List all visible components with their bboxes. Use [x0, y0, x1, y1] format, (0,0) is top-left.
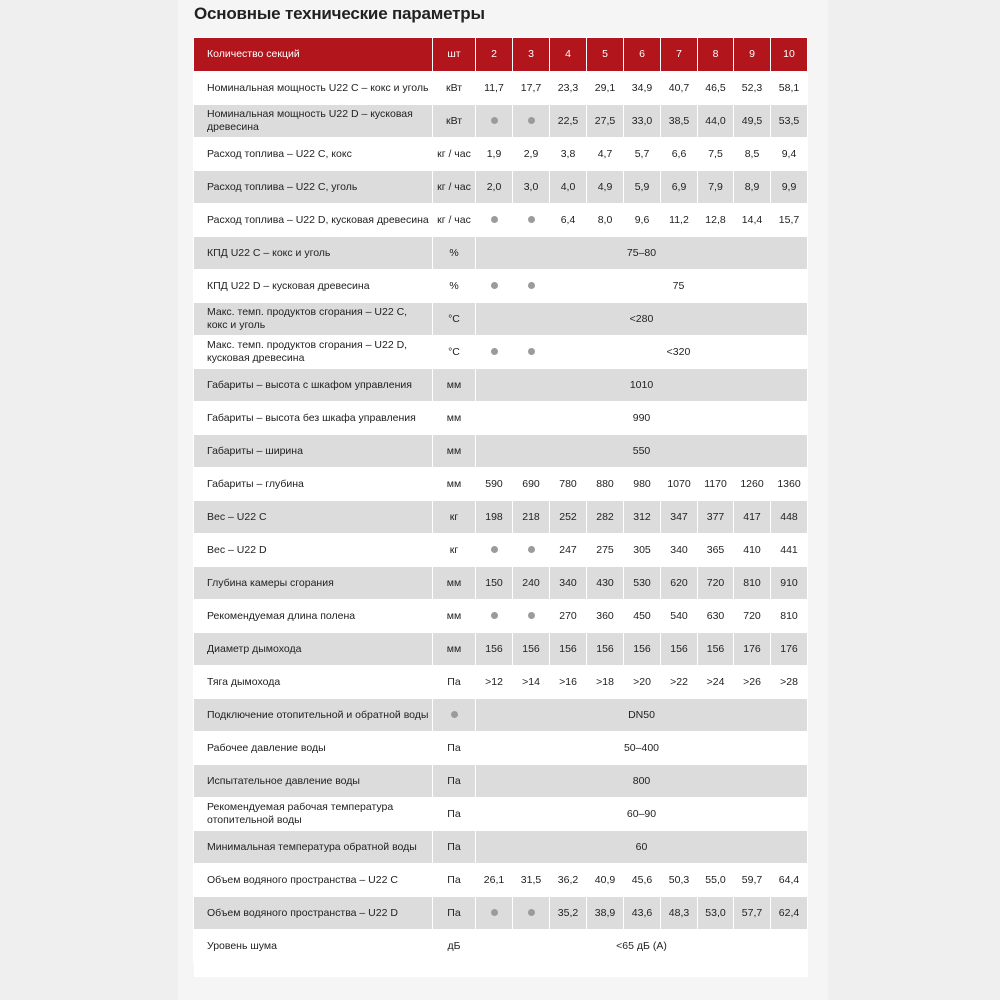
row-value-cell: 410 — [734, 534, 771, 567]
row-unit-cell: °C — [433, 303, 476, 336]
row-value-cell: 176 — [771, 633, 808, 666]
row-value-cell: 26,1 — [476, 864, 513, 897]
header-section-cell: 3 — [513, 38, 550, 72]
row-value-cell: 252 — [550, 501, 587, 534]
row-name-cell: Тяга дымохода — [194, 666, 433, 699]
table-row — [194, 567, 808, 600]
row-name-cell: Макс. темп. продуктов сгорания – U22 D, кусковая древесина — [194, 336, 433, 369]
row-value-cell: 59,7 — [734, 864, 771, 897]
row-value-cell: 720 — [698, 567, 734, 600]
row-name-cell: Расход топлива – U22 C, кокс — [194, 138, 433, 171]
row-value-cell: 17,7 — [513, 72, 550, 105]
row-value-cell: 60 — [476, 831, 808, 864]
row-value-cell: 33,0 — [624, 105, 661, 138]
table-row — [194, 270, 808, 303]
row-value-cell: 347 — [661, 501, 698, 534]
row-value-cell: 6,6 — [661, 138, 698, 171]
table-row — [194, 204, 808, 237]
row-name-cell: Расход топлива – U22 C, уголь — [194, 171, 433, 204]
row-name-cell: Диаметр дымохода — [194, 633, 433, 666]
row-name-cell: Рекомендуемая рабочая температура отопительной воды — [194, 798, 433, 831]
row-value-cell: >12 — [476, 666, 513, 699]
row-value-cell: 34,9 — [624, 72, 661, 105]
row-value-cell: 720 — [734, 600, 771, 633]
row-value-cell: 360 — [587, 600, 624, 633]
row-value-cell: 247 — [550, 534, 587, 567]
row-unit-cell — [433, 699, 476, 732]
not-applicable-dot-icon — [491, 348, 498, 355]
row-value-cell: 176 — [734, 633, 771, 666]
table-row — [194, 798, 808, 831]
row-unit-cell: мм — [433, 600, 476, 633]
row-value-cell: 11,2 — [661, 204, 698, 237]
row-value-cell: 52,3 — [734, 72, 771, 105]
row-value-cell: 48,3 — [661, 897, 698, 930]
row-unit-cell: Па — [433, 765, 476, 798]
row-unit-cell: Па — [433, 831, 476, 864]
header-section-cell: 9 — [734, 38, 771, 72]
row-unit-cell: кг / час — [433, 138, 476, 171]
row-value-cell: >22 — [661, 666, 698, 699]
table-row — [194, 501, 808, 534]
table-row — [194, 831, 808, 864]
not-applicable-dot-icon — [528, 117, 535, 124]
row-value-cell: >26 — [734, 666, 771, 699]
table-header-row — [194, 38, 808, 72]
row-value-cell: 690 — [513, 468, 550, 501]
row-value-cell: 1260 — [734, 468, 771, 501]
row-name-cell: Расход топлива – U22 D, кусковая древесина — [194, 204, 433, 237]
row-value-cell: 156 — [513, 633, 550, 666]
row-name-cell: Номинальная мощность U22 C – кокс и уголь — [194, 72, 433, 105]
row-value-cell: 1,9 — [476, 138, 513, 171]
row-name-cell: Номинальная мощность U22 D – кусковая древесина — [194, 105, 433, 138]
row-value-cell: 50,3 — [661, 864, 698, 897]
row-unit-cell: °C — [433, 336, 476, 369]
row-value-cell: 5,7 — [624, 138, 661, 171]
row-value-cell: 282 — [587, 501, 624, 534]
not-applicable-dot-icon — [528, 282, 535, 289]
row-value-cell: 4,7 — [587, 138, 624, 171]
row-value-cell — [476, 105, 513, 138]
row-value-cell: 980 — [624, 468, 661, 501]
row-value-cell: >16 — [550, 666, 587, 699]
row-value-cell: 430 — [587, 567, 624, 600]
row-name-cell: Объем водяного пространства – U22 C — [194, 864, 433, 897]
table-row — [194, 732, 808, 765]
row-value-cell: 275 — [587, 534, 624, 567]
row-value-cell: 156 — [550, 633, 587, 666]
row-value-cell: 55,0 — [698, 864, 734, 897]
table-row — [194, 138, 808, 171]
row-unit-cell: Па — [433, 864, 476, 897]
row-unit-cell: мм — [433, 468, 476, 501]
row-value-cell: 448 — [771, 501, 808, 534]
row-value-cell: 340 — [550, 567, 587, 600]
table-footer-cell — [194, 963, 808, 978]
row-value-cell: 240 — [513, 567, 550, 600]
row-value-cell: 1010 — [476, 369, 808, 402]
table-row — [194, 435, 808, 468]
not-applicable-dot-icon — [491, 546, 498, 553]
row-value-cell: 150 — [476, 567, 513, 600]
table-row — [194, 72, 808, 105]
row-unit-cell: мм — [433, 435, 476, 468]
row-value-cell: 340 — [661, 534, 698, 567]
row-value-cell — [476, 270, 513, 303]
not-applicable-dot-icon — [491, 216, 498, 223]
row-value-cell: 15,7 — [771, 204, 808, 237]
row-unit-cell: Па — [433, 732, 476, 765]
row-value-cell: 43,6 — [624, 897, 661, 930]
table-row — [194, 765, 808, 798]
row-value-cell: 910 — [771, 567, 808, 600]
row-value-cell: 36,2 — [550, 864, 587, 897]
row-unit-cell: кВт — [433, 72, 476, 105]
row-unit-cell: мм — [433, 402, 476, 435]
row-value-cell: 441 — [771, 534, 808, 567]
row-value-cell: 1360 — [771, 468, 808, 501]
row-value-cell: 8,9 — [734, 171, 771, 204]
row-value-cell: 57,7 — [734, 897, 771, 930]
header-section-cell: 6 — [624, 38, 661, 72]
row-unit-cell: Па — [433, 897, 476, 930]
table-row — [194, 303, 808, 336]
table-row — [194, 369, 808, 402]
row-value-cell: 3,0 — [513, 171, 550, 204]
row-value-cell: <280 — [476, 303, 808, 336]
row-value-cell: 6,4 — [550, 204, 587, 237]
row-value-cell: 60–90 — [476, 798, 808, 831]
spec-table — [193, 37, 808, 977]
table-row — [194, 699, 808, 732]
row-value-cell: 7,9 — [698, 171, 734, 204]
row-value-cell — [513, 270, 550, 303]
row-value-cell — [476, 534, 513, 567]
row-name-cell: Габариты – глубина — [194, 468, 433, 501]
row-value-cell: 990 — [476, 402, 808, 435]
row-value-cell: 53,0 — [698, 897, 734, 930]
row-value-cell: 417 — [734, 501, 771, 534]
row-unit-cell: Па — [433, 798, 476, 831]
row-value-cell: 46,5 — [698, 72, 734, 105]
table-row — [194, 897, 808, 930]
row-value-cell: 450 — [624, 600, 661, 633]
table-row — [194, 402, 808, 435]
row-value-cell: >28 — [771, 666, 808, 699]
row-value-cell: 49,5 — [734, 105, 771, 138]
row-value-cell — [476, 336, 513, 369]
row-value-cell: 7,5 — [698, 138, 734, 171]
row-value-cell: 1070 — [661, 468, 698, 501]
not-applicable-dot-icon — [528, 546, 535, 553]
row-name-cell: КПД U22 D – кусковая древесина — [194, 270, 433, 303]
row-value-cell: 50–400 — [476, 732, 808, 765]
table-row — [194, 336, 808, 369]
row-unit-cell: кг — [433, 501, 476, 534]
row-value-cell: 40,9 — [587, 864, 624, 897]
header-section-cell: 10 — [771, 38, 808, 72]
row-value-cell: 35,2 — [550, 897, 587, 930]
row-value-cell: 270 — [550, 600, 587, 633]
row-value-cell: 3,8 — [550, 138, 587, 171]
header-section-cell: 2 — [476, 38, 513, 72]
row-name-cell: Габариты – высота с шкафом управления — [194, 369, 433, 402]
row-unit-cell: % — [433, 270, 476, 303]
table-footer-strip — [194, 963, 808, 978]
row-value-cell: 14,4 — [734, 204, 771, 237]
row-name-cell: Макс. темп. продуктов сгорания – U22 C, кокс и уголь — [194, 303, 433, 336]
row-name-cell: Испытательное давление воды — [194, 765, 433, 798]
row-value-cell: 75–80 — [476, 237, 808, 270]
row-name-cell: Уровень шума — [194, 930, 433, 963]
row-value-cell: 780 — [550, 468, 587, 501]
row-name-cell: Габариты – высота без шкафа управления — [194, 402, 433, 435]
row-value-cell: 620 — [661, 567, 698, 600]
table-row — [194, 534, 808, 567]
not-applicable-dot-icon — [491, 117, 498, 124]
row-value-cell: 12,8 — [698, 204, 734, 237]
row-value-cell: >14 — [513, 666, 550, 699]
row-value-cell: 6,9 — [661, 171, 698, 204]
header-unit-cell: шт — [433, 38, 476, 72]
table-row — [194, 171, 808, 204]
table-row — [194, 468, 808, 501]
row-value-cell: 45,6 — [624, 864, 661, 897]
row-value-cell — [513, 336, 550, 369]
row-name-cell: Рекомендуемая длина полена — [194, 600, 433, 633]
row-name-cell: Вес – U22 D — [194, 534, 433, 567]
not-applicable-dot-icon — [528, 216, 535, 223]
row-name-cell: Минимальная температура обратной воды — [194, 831, 433, 864]
row-value-cell: 9,4 — [771, 138, 808, 171]
row-value-cell: >18 — [587, 666, 624, 699]
row-value-cell: 53,5 — [771, 105, 808, 138]
row-value-cell: >20 — [624, 666, 661, 699]
row-unit-cell: мм — [433, 633, 476, 666]
row-unit-cell: кг / час — [433, 204, 476, 237]
row-value-cell: 64,4 — [771, 864, 808, 897]
row-value-cell: 40,7 — [661, 72, 698, 105]
row-name-cell: КПД U22 C – кокс и уголь — [194, 237, 433, 270]
row-value-cell: 810 — [771, 600, 808, 633]
not-applicable-dot-icon — [491, 909, 498, 916]
row-value-cell: 198 — [476, 501, 513, 534]
row-value-cell: 4,0 — [550, 171, 587, 204]
table-row — [194, 633, 808, 666]
row-value-cell: 29,1 — [587, 72, 624, 105]
table-row — [194, 930, 808, 963]
row-value-cell: 22,5 — [550, 105, 587, 138]
row-value-cell: 38,5 — [661, 105, 698, 138]
table-row — [194, 105, 808, 138]
row-value-cell — [513, 897, 550, 930]
row-name-cell: Рабочее давление воды — [194, 732, 433, 765]
table-row — [194, 600, 808, 633]
header-section-cell: 5 — [587, 38, 624, 72]
row-value-cell: 377 — [698, 501, 734, 534]
not-applicable-dot-icon — [491, 612, 498, 619]
row-value-cell: 305 — [624, 534, 661, 567]
row-value-cell: >24 — [698, 666, 734, 699]
table-row — [194, 666, 808, 699]
header-name-cell: Количество секций — [194, 38, 433, 72]
row-value-cell: 62,4 — [771, 897, 808, 930]
not-applicable-dot-icon — [491, 282, 498, 289]
row-unit-cell: кВт — [433, 105, 476, 138]
row-unit-cell: дБ — [433, 930, 476, 963]
row-value-cell: 810 — [734, 567, 771, 600]
row-value-cell: 540 — [661, 600, 698, 633]
header-section-cell: 7 — [661, 38, 698, 72]
row-unit-cell: кг — [433, 534, 476, 567]
row-value-cell: 2,9 — [513, 138, 550, 171]
row-value-cell: 312 — [624, 501, 661, 534]
page-title: Основные технические параметры — [194, 4, 485, 23]
not-applicable-dot-icon — [451, 711, 458, 718]
row-name-cell: Вес – U22 C — [194, 501, 433, 534]
row-value-cell: 38,9 — [587, 897, 624, 930]
row-value-cell — [476, 204, 513, 237]
row-value-cell: 9,6 — [624, 204, 661, 237]
row-value-cell: 31,5 — [513, 864, 550, 897]
header-section-cell: 8 — [698, 38, 734, 72]
row-value-cell: 156 — [476, 633, 513, 666]
row-name-cell: Габариты – ширина — [194, 435, 433, 468]
row-value-cell: 550 — [476, 435, 808, 468]
row-value-cell — [513, 600, 550, 633]
row-value-cell: 880 — [587, 468, 624, 501]
row-value-cell: 800 — [476, 765, 808, 798]
row-value-cell: 218 — [513, 501, 550, 534]
row-name-cell: Глубина камеры сгорания — [194, 567, 433, 600]
not-applicable-dot-icon — [528, 909, 535, 916]
row-value-cell: 1170 — [698, 468, 734, 501]
row-value-cell: 5,9 — [624, 171, 661, 204]
not-applicable-dot-icon — [528, 612, 535, 619]
row-value-cell: 8,5 — [734, 138, 771, 171]
not-applicable-dot-icon — [528, 348, 535, 355]
row-value-cell: 23,3 — [550, 72, 587, 105]
row-value-cell: 8,0 — [587, 204, 624, 237]
row-unit-cell: Па — [433, 666, 476, 699]
row-value-cell: 156 — [661, 633, 698, 666]
row-unit-cell: мм — [433, 567, 476, 600]
row-value-cell: 75 — [550, 270, 808, 303]
row-value-cell — [513, 204, 550, 237]
row-value-cell: 156 — [624, 633, 661, 666]
row-unit-cell: мм — [433, 369, 476, 402]
row-value-cell: <65 дБ (А) — [476, 930, 808, 963]
row-name-cell: Объем водяного пространства – U22 D — [194, 897, 433, 930]
row-value-cell: 11,7 — [476, 72, 513, 105]
row-value-cell: 58,1 — [771, 72, 808, 105]
table-row — [194, 237, 808, 270]
row-value-cell: DN50 — [476, 699, 808, 732]
row-value-cell: 9,9 — [771, 171, 808, 204]
row-value-cell: 44,0 — [698, 105, 734, 138]
header-section-cell: 4 — [550, 38, 587, 72]
row-value-cell: <320 — [550, 336, 808, 369]
row-name-cell: Подключение отопительной и обратной воды — [194, 699, 433, 732]
row-value-cell: 2,0 — [476, 171, 513, 204]
row-value-cell: 630 — [698, 600, 734, 633]
row-value-cell — [476, 600, 513, 633]
row-value-cell — [513, 105, 550, 138]
row-value-cell — [476, 897, 513, 930]
row-value-cell: 156 — [698, 633, 734, 666]
row-value-cell: 156 — [587, 633, 624, 666]
row-value-cell: 4,9 — [587, 171, 624, 204]
row-value-cell — [513, 534, 550, 567]
row-value-cell: 365 — [698, 534, 734, 567]
row-value-cell: 530 — [624, 567, 661, 600]
row-value-cell: 27,5 — [587, 105, 624, 138]
table-row — [194, 864, 808, 897]
row-unit-cell: % — [433, 237, 476, 270]
row-value-cell: 590 — [476, 468, 513, 501]
row-unit-cell: кг / час — [433, 171, 476, 204]
